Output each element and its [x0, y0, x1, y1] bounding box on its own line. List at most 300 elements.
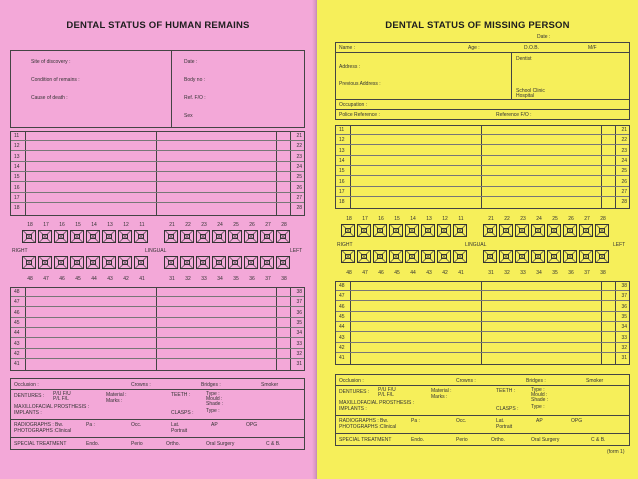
tooth-row [336, 282, 629, 291]
lat-label: Lat. [171, 422, 180, 428]
tooth-number: 18 [339, 199, 345, 206]
tooth-number: 25 [296, 174, 302, 181]
endo-label: Endo. [411, 437, 425, 443]
chart-tooth-number: 43 [107, 276, 113, 282]
crowns-label: Crowns : [456, 378, 476, 384]
tooth-number: 46 [339, 303, 345, 310]
chart-tooth-number: 41 [458, 270, 464, 276]
tooth-diagram-icon [357, 224, 371, 237]
tooth-number: 44 [339, 324, 345, 331]
tooth-number: 41 [14, 361, 20, 368]
bridges-label: Bridges : [201, 382, 221, 388]
tooth-diagram-icon [228, 230, 242, 243]
tooth-number: 43 [14, 340, 20, 347]
chart-tooth-number: 13 [107, 222, 113, 228]
type-label: Type : [531, 387, 545, 393]
dentist-label: Dentist [516, 56, 532, 62]
missing-footer-box [335, 374, 630, 446]
type-label: Type : [206, 391, 220, 397]
tooth-row [11, 184, 304, 193]
tooth-diagram-icon [437, 250, 451, 263]
tooth-diagram-icon [547, 224, 561, 237]
age-label: Age : [468, 45, 480, 51]
special-treatment-label: SPECIAL TREATMENT [339, 437, 392, 443]
tooth-row [336, 313, 629, 322]
tooth-diagram-icon [260, 230, 274, 243]
tooth-number: 35 [296, 319, 302, 326]
tooth-diagram-icon [70, 230, 84, 243]
chart-tooth-number: 14 [410, 216, 416, 222]
chart-tooth-number: 31 [169, 276, 175, 282]
tooth-number: 21 [621, 127, 627, 133]
tooth-number: 22 [296, 143, 302, 150]
tooth-row [11, 204, 304, 213]
tooth-diagram-icon [54, 230, 68, 243]
chart-tooth-number: 43 [426, 270, 432, 276]
tooth-number: 34 [296, 330, 302, 337]
chart-tooth-number: 15 [394, 216, 400, 222]
chart-tooth-number: 13 [426, 216, 432, 222]
tooth-diagram-icon [341, 224, 355, 237]
tooth-number: 14 [14, 163, 20, 170]
tooth-row [11, 132, 304, 141]
tooth-row [11, 163, 304, 172]
chart-tooth-number: 32 [185, 276, 191, 282]
chart-tooth-number: 48 [27, 276, 33, 282]
tooth-diagram-icon [86, 256, 100, 269]
tooth-number: 11 [339, 127, 345, 133]
tooth-diagram-icon [563, 250, 577, 263]
denture-codes: P/U F/U P/L F/L [53, 391, 71, 402]
tooth-diagram-icon [389, 224, 403, 237]
tooth-diagram-icon [102, 230, 116, 243]
smoker-label: Smoker [261, 382, 279, 388]
tooth-row [11, 142, 304, 151]
teeth-label: TEETH : [171, 392, 191, 398]
upper-chart-numbers [22, 222, 292, 228]
remains-info-box [10, 50, 305, 128]
upper-tooth-chart [22, 230, 290, 243]
shade-label: Shade : [206, 401, 224, 407]
name-label: Name : [339, 45, 356, 51]
chart-tooth-number: 44 [91, 276, 97, 282]
clasps-label: CLASPS : [496, 406, 519, 412]
chart-tooth-number: 35 [552, 270, 558, 276]
tooth-row [11, 350, 304, 359]
tooth-row [11, 309, 304, 318]
tooth-diagram-icon [196, 230, 210, 243]
chart-tooth-number: 35 [233, 276, 239, 282]
denture-codes: P/U F/U P/L F/L [378, 387, 396, 398]
police-reference-label: Police Reference : [339, 112, 380, 118]
tooth-number: 37 [621, 293, 627, 300]
tooth-diagram-icon [260, 256, 274, 269]
bw-label: Bw. [380, 418, 389, 424]
teeth-label: TEETH : [496, 388, 516, 394]
tooth-number: 13 [14, 153, 20, 160]
form-title: DENTAL STATUS OF MISSING PERSON [385, 20, 570, 31]
tooth-number: 42 [14, 350, 20, 357]
tooth-diagram-icon [276, 256, 290, 269]
sex-mf-label: M/F [588, 45, 597, 51]
tooth-number: 45 [339, 313, 345, 320]
chart-tooth-number: 44 [410, 270, 416, 276]
remains-footer-box [10, 378, 305, 450]
tooth-diagram-icon [547, 250, 561, 263]
tooth-diagram-icon [499, 250, 513, 263]
tooth-diagram-icon [22, 230, 36, 243]
tooth-number: 23 [621, 147, 627, 154]
clinical-label: Clinical [55, 428, 72, 434]
shade-label: Shade : [531, 397, 549, 403]
tooth-diagram-icon [405, 250, 419, 263]
tooth-diagram-icon [38, 256, 52, 269]
tooth-row [336, 167, 629, 176]
tooth-number: 23 [296, 153, 302, 160]
tooth-number: 26 [621, 178, 627, 185]
sex-label: Sex [184, 113, 193, 119]
lower-tooth-chart [341, 250, 609, 263]
tooth-diagram-icon [86, 230, 100, 243]
tooth-number: 36 [296, 309, 302, 316]
clinical-label: Clinical [380, 424, 397, 430]
tooth-row [336, 147, 629, 156]
tooth-diagram-icon [357, 250, 371, 263]
chart-tooth-number: 46 [378, 270, 384, 276]
chart-tooth-number: 41 [139, 276, 145, 282]
lower-teeth-table [10, 287, 305, 371]
chart-tooth-number: 25 [552, 216, 558, 222]
tooth-row [336, 354, 629, 363]
tooth-row [11, 288, 304, 297]
tooth-number: 36 [621, 303, 627, 310]
date-label: Date : [537, 34, 551, 40]
occlusion-label: Occlusion : [339, 378, 364, 384]
address-label: Address : [339, 64, 361, 70]
lower-chart-numbers [22, 276, 292, 282]
tooth-diagram-icon [531, 250, 545, 263]
ref-fo-label: Ref. F/O : [184, 95, 206, 101]
form-title: DENTAL STATUS OF HUMAN REMAINS [66, 20, 250, 31]
tooth-number: 16 [14, 184, 20, 191]
perio-label: Perio [131, 441, 143, 447]
mould-label: Mould : [531, 392, 548, 398]
chart-tooth-number: 17 [362, 216, 368, 222]
chart-tooth-number: 36 [568, 270, 574, 276]
ortho-label: Ortho. [166, 441, 180, 447]
lower-teeth-table [335, 281, 630, 365]
lower-chart-numbers [341, 270, 611, 276]
chart-tooth-number: 45 [75, 276, 81, 282]
upper-chart-numbers [341, 216, 611, 222]
tooth-diagram-icon [405, 224, 419, 237]
mould-label: Mould : [206, 396, 223, 402]
tooth-row [336, 198, 629, 207]
school-clinic-label: School Clinic [516, 88, 545, 94]
occ-label: Occ. [456, 418, 467, 424]
tooth-diagram-icon [196, 256, 210, 269]
clasp-type-label: Type : [206, 408, 220, 414]
tooth-number: 11 [14, 133, 20, 139]
tooth-diagram-icon [531, 224, 545, 237]
chart-tooth-number: 47 [43, 276, 49, 282]
form-code: (form 1) [607, 449, 625, 455]
chart-tooth-number: 26 [568, 216, 574, 222]
tooth-number: 17 [339, 188, 345, 195]
tooth-number: 47 [339, 293, 345, 300]
tooth-row [11, 173, 304, 182]
tooth-diagram-icon [212, 230, 226, 243]
tooth-row [336, 178, 629, 187]
tooth-diagram-icon [22, 256, 36, 269]
tooth-diagram-icon [244, 256, 258, 269]
opg-label: OPG [246, 422, 258, 428]
right-label: RIGHT [12, 248, 28, 254]
tooth-diagram-icon [421, 224, 435, 237]
tooth-number: 33 [296, 340, 302, 347]
tooth-number: 15 [14, 174, 20, 181]
tooth-diagram-icon [164, 230, 178, 243]
ap-label: AP [211, 422, 218, 428]
tooth-number: 46 [14, 309, 20, 316]
previous-address-label: Previous Address : [339, 81, 381, 87]
tooth-diagram-icon [164, 256, 178, 269]
tooth-number: 13 [339, 147, 345, 154]
chart-tooth-number: 28 [281, 222, 287, 228]
tooth-diagram-icon [228, 256, 242, 269]
chart-tooth-number: 45 [394, 270, 400, 276]
endo-label: Endo. [86, 441, 100, 447]
right-label: RIGHT [337, 242, 353, 248]
tooth-number: 21 [296, 133, 302, 139]
tooth-number: 44 [14, 330, 20, 337]
chart-tooth-number: 25 [233, 222, 239, 228]
oral-surgery-label: Oral Surgery [531, 437, 560, 443]
chart-tooth-number: 27 [584, 216, 590, 222]
portrait-label: Portrait [496, 424, 513, 430]
pa-label: Pa : [411, 418, 420, 424]
tooth-number: 38 [621, 283, 627, 289]
tooth-diagram-icon [373, 250, 387, 263]
tooth-diagram-icon [563, 224, 577, 237]
cb-label: C & B. [591, 437, 606, 443]
chart-tooth-number: 37 [265, 276, 271, 282]
dentures-label: DENTURES : [339, 389, 370, 395]
perio-label: Perio [456, 437, 468, 443]
tooth-row [336, 126, 629, 135]
tooth-diagram-icon [595, 224, 609, 237]
upper-teeth-table [10, 131, 305, 216]
chart-tooth-number: 32 [504, 270, 510, 276]
upper-teeth-table [335, 125, 630, 209]
tooth-diagram-icon [579, 250, 593, 263]
occ-label: Occ. [131, 422, 142, 428]
tooth-row [336, 303, 629, 312]
tooth-number: 12 [14, 143, 20, 150]
occlusion-label: Occlusion : [14, 382, 39, 388]
tooth-diagram-icon [453, 250, 467, 263]
tooth-diagram-icon [134, 230, 148, 243]
tooth-diagram-icon [515, 250, 529, 263]
crowns-label: Crowns : [131, 382, 151, 388]
tooth-diagram-icon [70, 256, 84, 269]
tooth-number: 47 [14, 299, 20, 306]
left-label: LEFT [613, 242, 626, 248]
tooth-number: 15 [339, 168, 345, 175]
radiographs-label: RADIOGRAPHS : [14, 422, 54, 428]
cause-of-death-label: Cause of death : [31, 95, 68, 101]
tooth-number: 43 [339, 334, 345, 341]
material-label: Material : [431, 388, 452, 394]
tooth-diagram-icon [102, 256, 116, 269]
chart-tooth-number: 24 [536, 216, 542, 222]
chart-tooth-number: 42 [123, 276, 129, 282]
tooth-number: 31 [296, 361, 302, 368]
tooth-diagram-icon [483, 224, 497, 237]
special-treatment-label: SPECIAL TREATMENT [14, 441, 67, 447]
chart-tooth-number: 33 [201, 276, 207, 282]
tooth-number: 34 [621, 324, 627, 331]
tooth-diagram-icon [118, 256, 132, 269]
hospital-label: Hospital [516, 93, 535, 99]
left-label: LEFT [290, 248, 303, 254]
site-of-discovery-label: Site of discovery : [31, 59, 71, 65]
tooth-number: 16 [339, 178, 345, 185]
tooth-number: 27 [621, 188, 627, 195]
tooth-number: 25 [621, 168, 627, 175]
chart-tooth-number: 22 [504, 216, 510, 222]
tooth-number: 32 [296, 350, 302, 357]
dob-label: D.O.B. [524, 45, 540, 51]
chart-tooth-number: 23 [201, 222, 207, 228]
pa-label: Pa : [86, 422, 95, 428]
upper-tooth-chart [341, 224, 609, 237]
occupation-label: Occupation : [339, 102, 368, 108]
tooth-number: 42 [339, 344, 345, 351]
chart-tooth-number: 33 [520, 270, 526, 276]
material-label: Material : [106, 392, 127, 398]
maxillofacial-label: MAXILLOFACIAL PROSTHESIS : [14, 404, 90, 410]
chart-tooth-number: 15 [75, 222, 81, 228]
chart-tooth-number: 46 [59, 276, 65, 282]
tooth-number: 31 [621, 355, 627, 362]
tooth-diagram-icon [421, 250, 435, 263]
lower-tooth-chart [22, 256, 290, 269]
tooth-number: 24 [296, 163, 302, 170]
cb-label: C & B. [266, 441, 281, 447]
implants-label: IMPLANTS : [14, 410, 42, 416]
tooth-diagram-icon [483, 250, 497, 263]
radiographs-label: RADIOGRAPHS : [339, 418, 379, 424]
tooth-number: 14 [339, 157, 345, 164]
chart-tooth-number: 14 [91, 222, 97, 228]
tooth-row [11, 360, 304, 369]
lingual-label: LINGUAL [465, 242, 487, 248]
tooth-diagram-icon [54, 256, 68, 269]
chart-tooth-number: 11 [458, 216, 464, 222]
tooth-row [336, 136, 629, 145]
tooth-row [336, 188, 629, 197]
chart-tooth-number: 18 [27, 222, 33, 228]
opg-label: OPG [571, 418, 583, 424]
bridges-label: Bridges : [526, 378, 546, 384]
chart-tooth-number: 31 [488, 270, 494, 276]
chart-tooth-number: 17 [43, 222, 49, 228]
chart-tooth-number: 12 [442, 216, 448, 222]
chart-tooth-number: 27 [265, 222, 271, 228]
tooth-number: 48 [339, 283, 345, 289]
tooth-number: 38 [296, 289, 302, 295]
marks-label: Marks : [106, 398, 123, 404]
ap-label: AP [536, 418, 543, 424]
tooth-diagram-icon [180, 230, 194, 243]
tooth-number: 24 [621, 157, 627, 164]
chart-tooth-number: 38 [281, 276, 287, 282]
missing-person-form [317, 0, 638, 479]
tooth-row [11, 340, 304, 349]
tooth-diagram-icon [244, 230, 258, 243]
chart-tooth-number: 26 [249, 222, 255, 228]
tooth-number: 35 [621, 313, 627, 320]
tooth-diagram-icon [437, 224, 451, 237]
page-fold-shadow [312, 0, 316, 479]
tooth-number: 27 [296, 194, 302, 201]
tooth-number: 33 [621, 334, 627, 341]
tooth-number: 18 [14, 205, 20, 212]
lat-label: Lat. [496, 418, 505, 424]
tooth-diagram-icon [453, 224, 467, 237]
chart-tooth-number: 18 [346, 216, 352, 222]
implants-label: IMPLANTS : [339, 406, 367, 412]
tooth-diagram-icon [276, 230, 290, 243]
tooth-row [336, 292, 629, 301]
chart-tooth-number: 21 [488, 216, 494, 222]
tooth-diagram-icon [499, 224, 513, 237]
tooth-number: 32 [621, 344, 627, 351]
chart-tooth-number: 36 [249, 276, 255, 282]
human-remains-form [0, 0, 317, 479]
tooth-row [336, 334, 629, 343]
chart-tooth-number: 16 [59, 222, 65, 228]
tooth-diagram-icon [180, 256, 194, 269]
chart-tooth-number: 42 [442, 270, 448, 276]
tooth-row [336, 157, 629, 166]
tooth-row [11, 329, 304, 338]
marks-label: Marks : [431, 394, 448, 400]
clasp-type-label: Type : [531, 404, 545, 410]
date-label: Date : [184, 59, 198, 65]
photographs-label: PHOTOGRAPHS : [339, 424, 381, 430]
chart-tooth-number: 47 [362, 270, 368, 276]
chart-tooth-number: 34 [217, 276, 223, 282]
tooth-diagram-icon [118, 230, 132, 243]
tooth-row [11, 319, 304, 328]
chart-tooth-number: 21 [169, 222, 175, 228]
chart-tooth-number: 38 [600, 270, 606, 276]
chart-tooth-number: 23 [520, 216, 526, 222]
tooth-number: 26 [296, 184, 302, 191]
tooth-number: 28 [621, 199, 627, 206]
tooth-row [11, 298, 304, 307]
tooth-diagram-icon [579, 224, 593, 237]
tooth-row [336, 344, 629, 353]
clasps-label: CLASPS : [171, 410, 194, 416]
lingual-label: LINGUAL [145, 248, 167, 254]
tooth-diagram-icon [515, 224, 529, 237]
maxillofacial-label: MAXILLOFACIAL PROSTHESIS : [339, 400, 415, 406]
portrait-label: Portrait [171, 428, 188, 434]
tooth-diagram-icon [595, 250, 609, 263]
